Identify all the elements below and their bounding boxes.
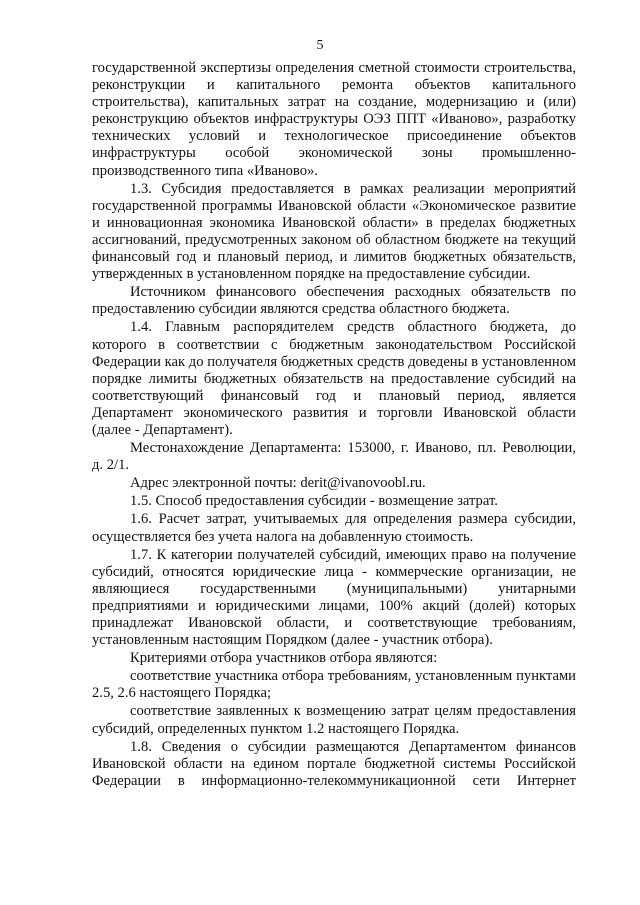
paragraph-1-4: 1.4. Главным распорядителем средств областного бюджета, до которого в соответствии с бюджетным законодательством Российской Федерации как до получателя бюджетных средств доведены в установленном порядке лимиты бюджетных обязательств на предоставление субсидий на соответствующий финансовый год и плановый период, является Департамент экономического развития и торговли Ивановской области (далее - Департамент). — [92, 319, 576, 438]
paragraph-email: Адрес электронной почты: derit@ivanovoobl.ru. — [130, 475, 426, 492]
paragraph-1-3: 1.3. Субсидия предоставляется в рамках реализации мероприятий государственной программы Ивановской области «Экономическое развитие и инновационная экономика Ивановской области» в пределах бюджетных ассигнований, предусмотренных законом об областном бюджете на текущий финансовый год и плановый период, и лимитов бюджетных обязательств, утвержденных в установленном порядке на предоставление субсидии. — [92, 180, 576, 283]
paragraph-1-5: 1.5. Способ предоставления субсидии - возмещение затрат. — [130, 493, 498, 510]
paragraph-criteria-heading: Критериями отбора участников отбора являются: — [130, 650, 438, 667]
paragraph-department-location: Местонахождение Департамента: 153000, г. Иваново, пл. Революции, д. 2/1. — [92, 440, 576, 474]
paragraph-1-7: 1.7. К категории получателей субсидий, имеющих право на получение субсидий, относятся юридические лица - коммерческие организации, не являющиеся государственными (муниципальными) унитарными предприятиями и юридическими лицами, 100% акций (долей) которых принадлежат Ивановской области, и соответствующие требованиям, установленным настоящим Порядком (далее - участник отбора). — [92, 546, 576, 649]
paragraph-criterion-1: соответствие участника отбора требованиям, установленным пунктами 2.5, 2.6 настоящего Порядка; — [92, 668, 576, 702]
page-number: 5 — [316, 38, 324, 53]
paragraph-1-6: 1.6. Расчет затрат, учитываемых для определения размера субсидии, осуществляется без учета налога на добавленную стоимость. — [92, 511, 576, 545]
paragraph-criterion-2: соответствие заявленных к возмещению затрат целям предоставления субсидий, определенных пунктом 1.2 настоящего Порядка. — [92, 703, 576, 737]
paragraph-continuation: государственной экспертизы определения сметной стоимости строительства, реконструкции и капитального ремонта объектов капитального строительства), капитальных затрат на создание, модернизацию и (или) реконструкцию объектов инфраструктуры ОЭЗ ППТ «Иваново», разработку технических условий и технологическое присоединение объектов инфраструктуры особой экономической зоны промышленно-производственного типа «Иваново». — [92, 60, 576, 179]
document-body — [92, 60, 576, 791]
paragraph-funding-source: Источником финансового обеспечения расходных обязательств по предоставлению субсидии являются средства областного бюджета. — [92, 284, 576, 318]
paragraph-1-8: 1.8. Сведения о субсидии размещаются Департаментом финансов Ивановской области на едином портале бюджетной системы Российской Федерации в информационно-телекоммуникационной сети Интернет — [92, 738, 576, 789]
